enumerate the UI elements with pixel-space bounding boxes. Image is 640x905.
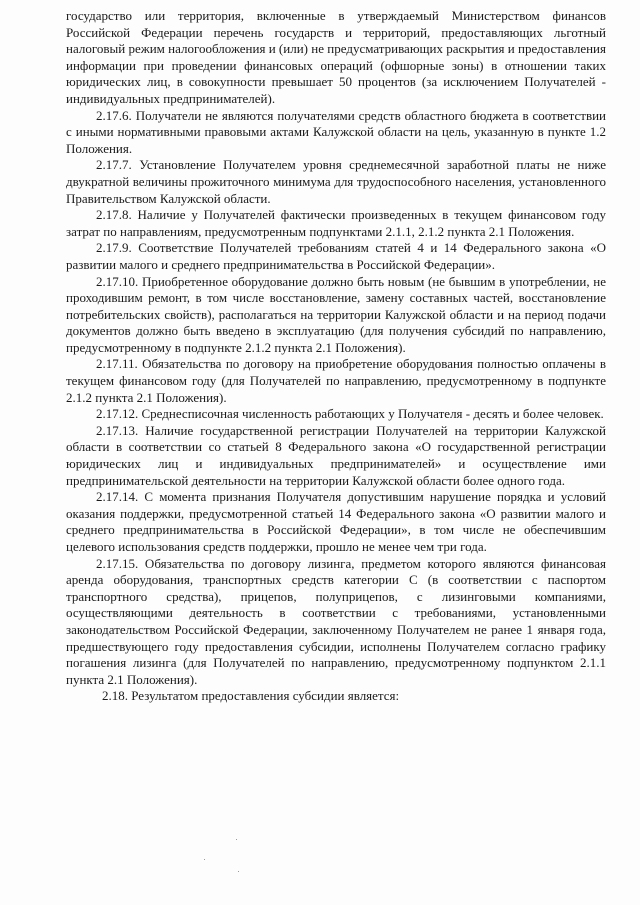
- paragraph-2-17-14: 2.17.14. С момента признания Получателя допустившим нарушение порядка и условий оказания поддержки, предусмотренной статьей 14 Федерального закона «О развитии малого и среднего предпринимательства в Российской Федерации», в том числе не обеспечившим целевого использования средств поддержки, прошло не менее чем три года.: [66, 489, 606, 554]
- paragraph-2-17-11: 2.17.11. Обязательства по договору на приобретение оборудования полностью оплачены в текущем финансовом году (для Получателей по направлению, предусмотренному в подпункте 2.1.2 пункта 2.1 Положения).: [66, 356, 606, 405]
- scan-speck: [236, 839, 237, 840]
- paragraph-2-17-13: 2.17.13. Наличие государственной регистрации Получателей на территории Калужской области в соответствии со статьей 8 Федерального закона «О государственной регистрации юридических лиц и индивидуальных предпринимателей» и осуществление ими предпринимательской деятельности на территории Калужской области более одного года.: [66, 422, 606, 488]
- paragraph-2-18: 2.18. Результатом предоставления субсидии является:: [102, 688, 400, 704]
- paragraph-2-17-9: 2.17.9. Соответствие Получателей требованиям статей 4 и 14 Федерального закона «О развитии малого и среднего предпринимательства в Российской Федерации».: [66, 240, 606, 272]
- document-body: [66, 8, 606, 705]
- scan-speck: [238, 871, 239, 872]
- paragraph-2-17-10: 2.17.10. Приобретенное оборудование должно быть новым (не бывшим в употреблении, не проходившим ремонт, в том числе восстановление, замену составных частей, восстановление потребительских свойств), располагаться на территории Калужской области и на период подачи документов должно быть введено в эксплуатацию (для получения субсидий по направлению, предусмотренному в подпункте 2.1.2 пункта 2.1 Положения).: [66, 273, 606, 355]
- paragraph-2-17-6: 2.17.6. Получатели не являются получателями средств областного бюджета в соответствии с иными нормативными правовыми актами Калужской области на цель, указанную в пункте 1.2 Положения.: [66, 107, 606, 156]
- paragraph-continuation: государство или территория, включенные в утверждаемый Министерством финансов Российской Федерации перечень государств и территорий, предоставляющих льготный налоговый режим налогообложения и (или) не предусматривающих раскрытия и предоставления информации при проведении финансовых операций (офшорные зоны) в отношении таких юридических лиц, в совокупности превышает 50 процентов (за исключением Получателей - индивидуальных предпринимателей).: [66, 8, 606, 106]
- paragraph-2-17-8: 2.17.8. Наличие у Получателей фактически произведенных в текущем финансовом году затрат по направлениям, предусмотренным подпунктами 2.1.1, 2.1.2 пункта 2.1 Положения.: [66, 207, 606, 239]
- scan-speck: [204, 859, 205, 860]
- paragraph-2-17-15: 2.17.15. Обязательства по договору лизинга, предметом которого являются финансовая аренда оборудования, транспортных средств категории С (в соответствии с паспортом транспортного средства), прицепов, полуприцепов, с лизинговыми компаниями, осуществляющими деятельность в соответствии с требованиями, установленными законодательством Российской Федерации, заключенному Получателем не ранее 1 января года, предшествующего году предоставления субсидии, исполнены Получателем согласно графику погашения лизинга (для Получателей по направлению, предусмотренному подпунктом 2.1.1 пункта 2.1 Положения).: [66, 555, 606, 687]
- paragraph-2-17-7: 2.17.7. Установление Получателем уровня среднемесячной заработной платы не ниже двукратной величины прожиточного минимума для трудоспособного населения, установленного Правительством Калужской области.: [66, 157, 606, 206]
- paragraph-2-17-12: 2.17.12. Среднесписочная численность работающих у Получателя - десять и более человек.: [96, 406, 604, 422]
